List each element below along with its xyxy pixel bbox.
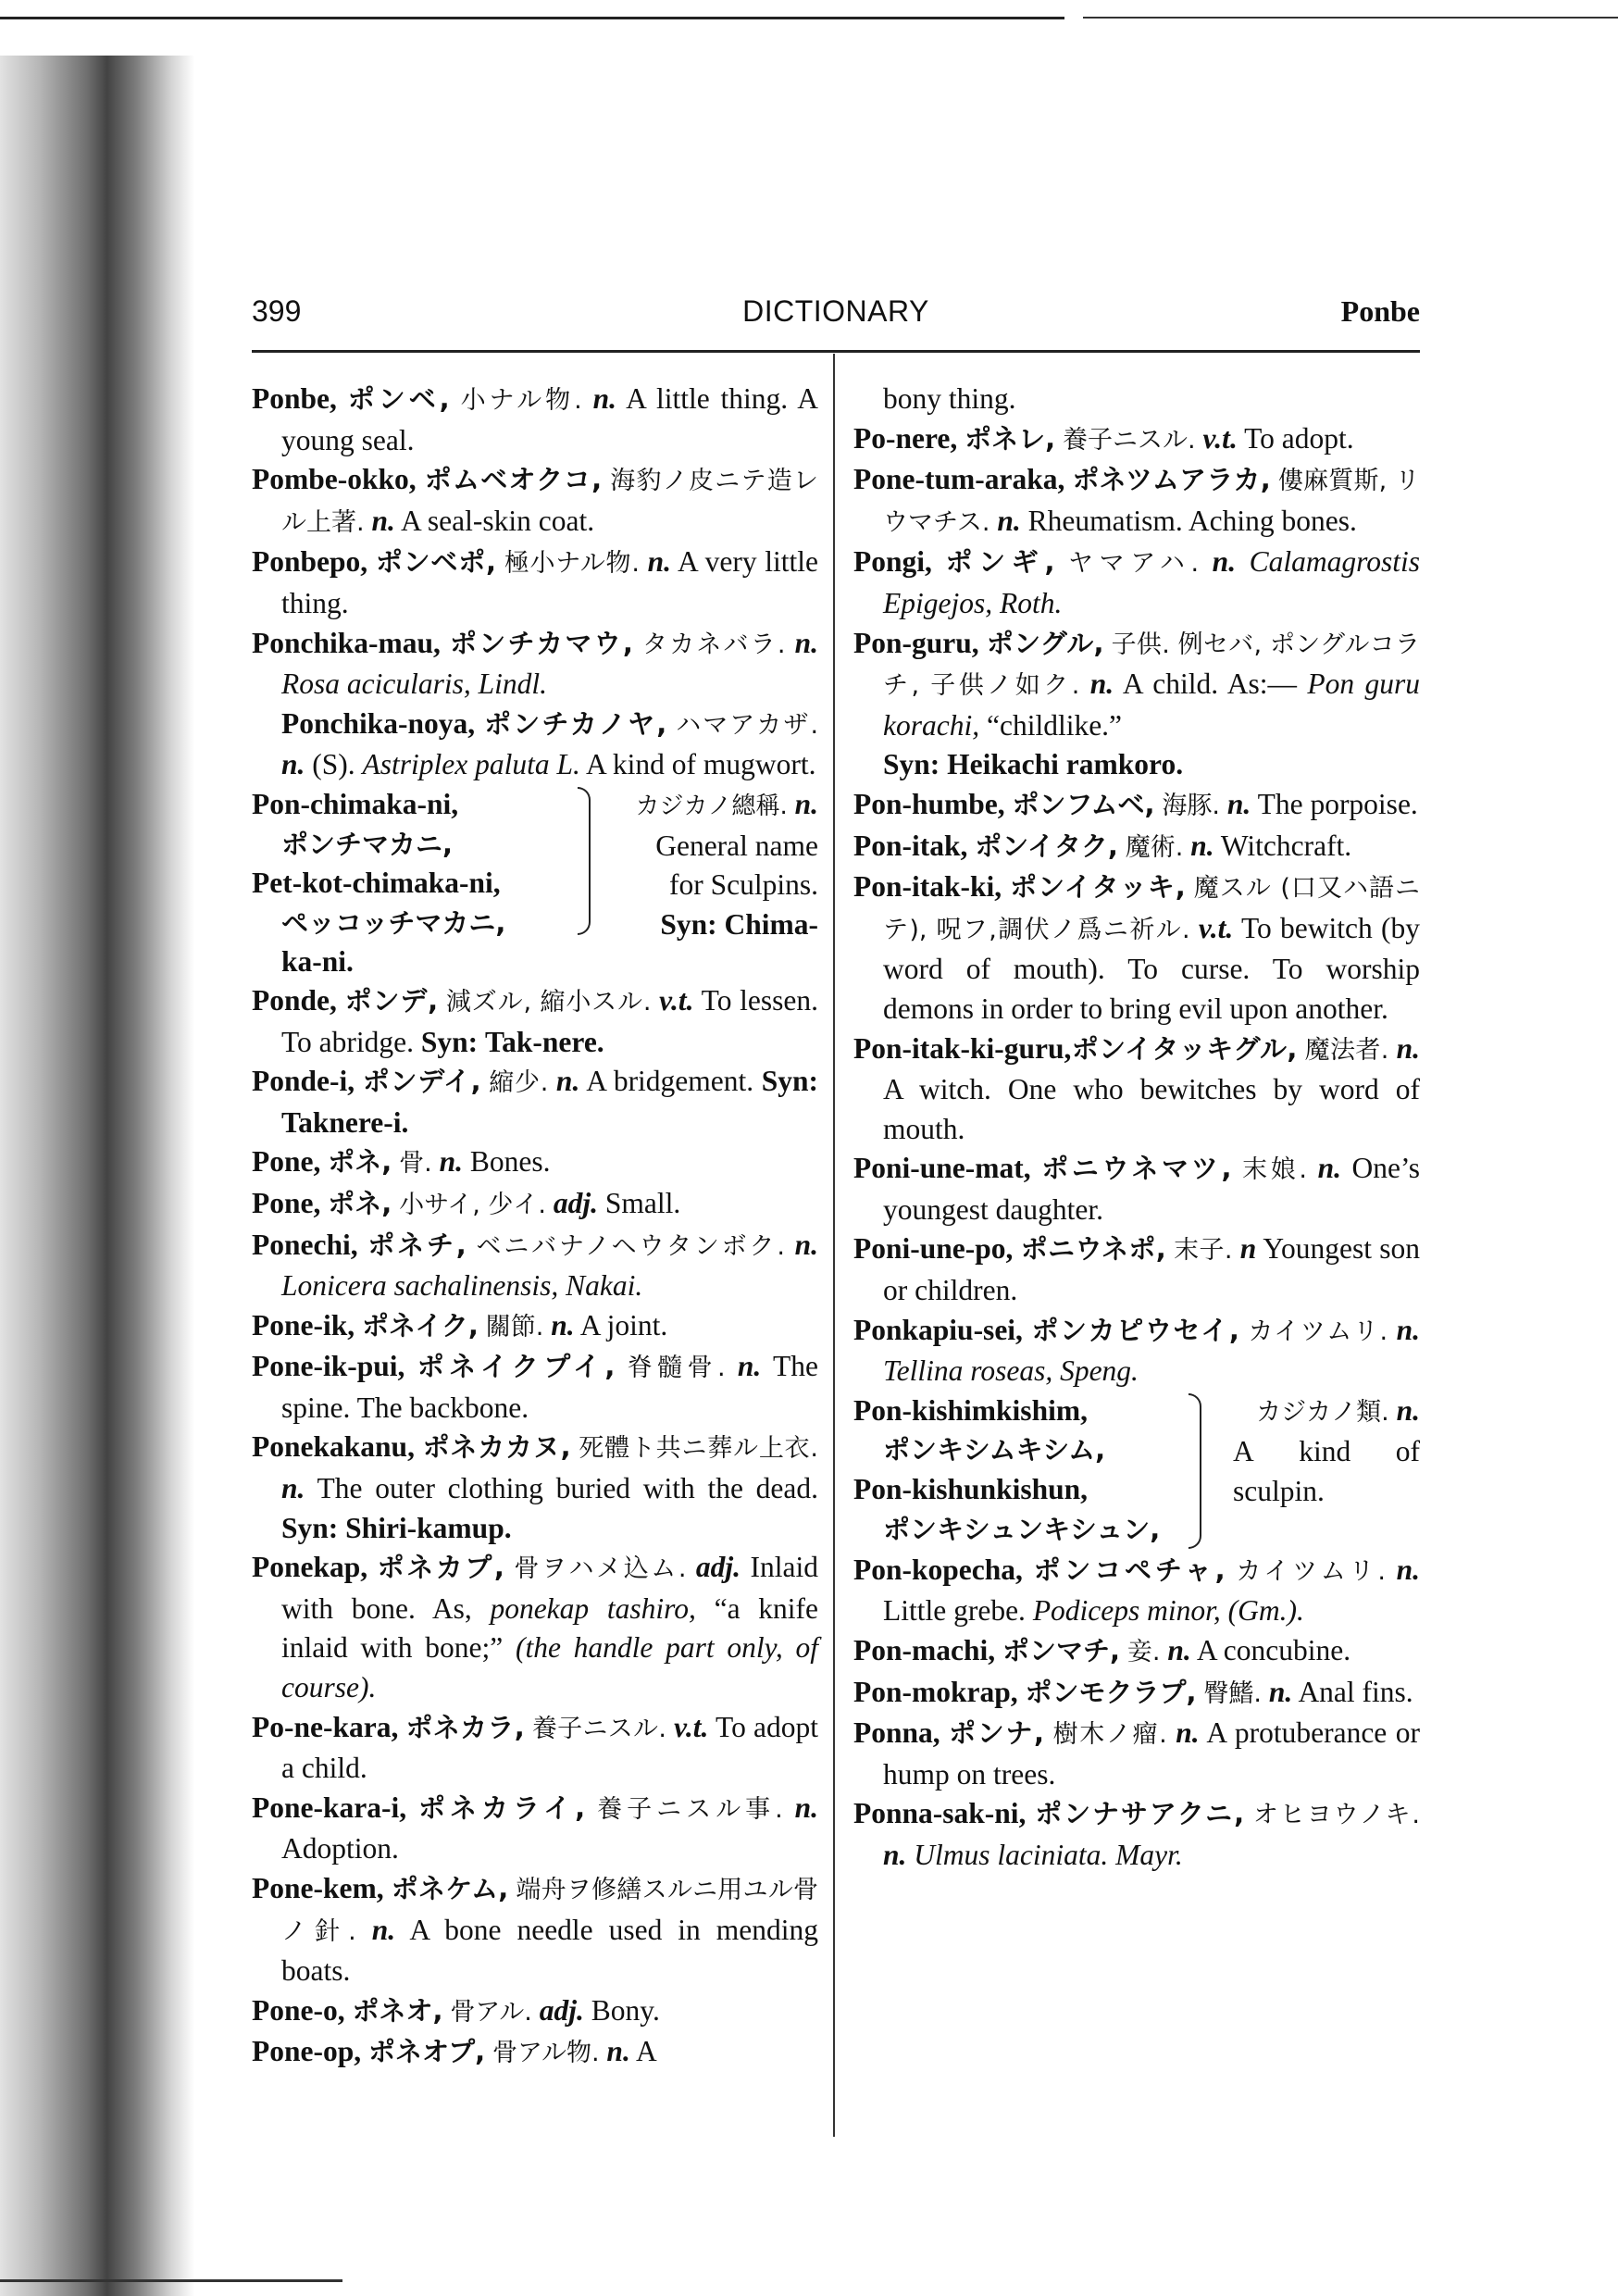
definition: A concubine. bbox=[1196, 1634, 1351, 1667]
headword: Pon-mokrap, bbox=[853, 1675, 1018, 1708]
japanese-gloss: 養子ニスル. bbox=[1063, 425, 1196, 455]
part-of-speech: n. bbox=[794, 787, 818, 820]
japanese-gloss: カジカノ總稱. bbox=[635, 792, 788, 820]
column-divider bbox=[833, 354, 835, 2137]
definition: A very little thing. bbox=[281, 545, 818, 619]
part-of-speech: n. bbox=[1212, 545, 1237, 579]
headword: Po-ne-kara, bbox=[252, 1710, 399, 1743]
page-number: 399 bbox=[252, 294, 302, 328]
dictionary-entry bbox=[252, 1991, 818, 2033]
katakana: ポネツムアラカ, bbox=[1072, 464, 1271, 496]
dictionary-entry bbox=[853, 419, 1420, 461]
example-phrase: ponekap tashiro, bbox=[490, 1591, 696, 1625]
definition: Bony. bbox=[591, 1993, 660, 2027]
headword: Pongi, bbox=[853, 545, 932, 579]
headword: Ponbe, bbox=[252, 382, 337, 415]
katakana: ポネケム, bbox=[391, 1873, 509, 1904]
definition: A little thing. A young seal. bbox=[281, 382, 819, 456]
japanese-gloss: カジカノ類. bbox=[1256, 1397, 1389, 1427]
scientific-name: Ulmus laciniata. Mayr. bbox=[914, 1839, 1183, 1871]
part-of-speech: n. bbox=[1190, 829, 1214, 862]
japanese-gloss: 養子ニスル事. bbox=[597, 1794, 783, 1824]
part-of-speech: n. bbox=[606, 2035, 630, 2068]
japanese-gloss: 臀鰭. bbox=[1203, 1678, 1263, 1708]
example-translation: “a knife inlaid with bone;” bbox=[281, 1591, 819, 1665]
dictionary-entry bbox=[853, 1311, 1420, 1391]
japanese-gloss: 養子ニスル. bbox=[531, 1714, 666, 1743]
part-of-speech: n. bbox=[794, 1791, 819, 1824]
katakana: ポンイタク, bbox=[975, 830, 1118, 862]
japanese-gloss: 縮少. bbox=[489, 1068, 549, 1098]
example-translation: “childlike.” bbox=[986, 708, 1123, 742]
headword: Pone, bbox=[252, 1186, 321, 1219]
definition: A bridgement. bbox=[586, 1065, 754, 1098]
dictionary-entry bbox=[252, 1226, 818, 1306]
part-of-speech: v.t. bbox=[1202, 421, 1238, 455]
japanese-gloss: 極小ナル物. bbox=[504, 549, 640, 579]
katakana: ポンナ, bbox=[949, 1717, 1045, 1750]
japanese-gloss: 魔法者. bbox=[1304, 1035, 1389, 1065]
headword: Pon-itak-ki, bbox=[853, 870, 1002, 904]
dictionary-entry bbox=[853, 1673, 1420, 1715]
katakana: ポンベポ, bbox=[375, 546, 497, 579]
headword: Ponkapiu-sei, bbox=[853, 1313, 1023, 1346]
katakana: ポンイタッキ, bbox=[1010, 871, 1186, 904]
headword: Ponna-sak-ni, bbox=[853, 1797, 1027, 1830]
dictionary-entry bbox=[853, 1631, 1420, 1673]
dictionary-entry bbox=[252, 1142, 818, 1184]
scientific-name: Astriplex paluta L. bbox=[362, 748, 580, 781]
katakana: ポンイタッキグル, bbox=[1071, 1032, 1298, 1065]
scientific-name: Rosa acicularis, Lindl. bbox=[281, 668, 548, 701]
headword: Poni-une-mat, bbox=[853, 1152, 1031, 1185]
authority: (Gm.). bbox=[1227, 1594, 1304, 1628]
katakana: ポンナサアクニ, bbox=[1035, 1798, 1245, 1830]
headword: Pon-chimaka-ni, bbox=[252, 787, 459, 820]
dictionary-entry bbox=[853, 1149, 1420, 1229]
headword: Pone-o, bbox=[252, 1993, 345, 2027]
part-of-speech: n. bbox=[371, 504, 395, 537]
katakana: ポンコペチャ, bbox=[1033, 1554, 1226, 1586]
katakana: ポネイク, bbox=[362, 1309, 479, 1341]
definition: Adoption. bbox=[281, 1832, 399, 1866]
headword: Pon-itak, bbox=[853, 829, 968, 862]
japanese-gloss: 魔スル (口又ハ語ニテ), 呪フ,調伏ノ爲ニ祈ル. bbox=[883, 874, 1421, 944]
dictionary-entry bbox=[853, 1551, 1420, 1631]
part-of-speech: n bbox=[1239, 1232, 1257, 1266]
headword: Pon-kishimkishim, bbox=[853, 1393, 1088, 1427]
part-of-speech: n. bbox=[1396, 1313, 1420, 1346]
japanese-gloss: 魔術. bbox=[1125, 832, 1184, 862]
katakana: ポンチマカニ, bbox=[281, 828, 454, 860]
dictionary-entry bbox=[252, 705, 818, 785]
top-edge-rule-right bbox=[1083, 17, 1618, 19]
japanese-gloss: 小サイ, 少イ. bbox=[399, 1190, 547, 1219]
synonym: Taknere-i. bbox=[281, 1105, 409, 1139]
japanese-gloss: 妾. bbox=[1126, 1638, 1161, 1667]
dictionary-entry bbox=[853, 867, 1420, 1029]
japanese-gloss: 骨. bbox=[399, 1149, 432, 1179]
dictionary-entry bbox=[252, 1869, 818, 1991]
scientific-name: Podiceps minor, bbox=[1032, 1594, 1221, 1628]
katakana: ポニウネマツ, bbox=[1041, 1153, 1232, 1185]
headword: Poni-une-po, bbox=[853, 1232, 1014, 1266]
katakana: ポンキシュンキシュン, bbox=[883, 1513, 1161, 1545]
japanese-gloss: オヒヨウノキ. bbox=[1252, 1801, 1420, 1830]
part-of-speech: adj. bbox=[539, 1993, 584, 2027]
japanese-gloss: 骨アル. bbox=[450, 1997, 532, 2027]
definition-word: kind bbox=[1299, 1435, 1351, 1468]
part-of-speech: n. bbox=[794, 1228, 819, 1261]
japanese-gloss: 小ナル物. bbox=[460, 386, 582, 415]
dictionary-entry bbox=[853, 1794, 1420, 1875]
katakana: ポンカピウセイ, bbox=[1031, 1314, 1239, 1346]
definition-word: of bbox=[1395, 1435, 1420, 1468]
katakana: ポネカプ, bbox=[377, 1552, 504, 1584]
synonym: Shiri-kamup. bbox=[345, 1511, 512, 1544]
definition: A protuberance or hump on trees. bbox=[883, 1716, 1421, 1791]
headword: Ponde-i, bbox=[252, 1065, 355, 1098]
definition: To adopt. bbox=[1244, 421, 1354, 455]
definition: bony thing. bbox=[883, 382, 1016, 415]
part-of-speech: n. bbox=[281, 1472, 305, 1505]
page-header bbox=[252, 294, 1420, 335]
headword: Ponde, bbox=[252, 983, 337, 1017]
headword: Ponbepo, bbox=[252, 545, 368, 579]
headword: Pon-itak-ki-guru, bbox=[853, 1031, 1072, 1065]
headword: Pombe-okko, bbox=[252, 463, 417, 496]
headword: Pone-tum-araka, bbox=[853, 463, 1065, 496]
part-of-speech: n. bbox=[281, 748, 305, 781]
dictionary-entry bbox=[252, 1789, 818, 1869]
headword: Pone-op, bbox=[252, 2035, 362, 2068]
definition: A kind of mugwort. bbox=[586, 748, 816, 781]
katakana: ポンキシムキシム, bbox=[883, 1434, 1106, 1466]
synonym: Heikachi ramkoro. bbox=[947, 748, 1184, 781]
example-phrase: Pon guru korachi, bbox=[883, 668, 1421, 742]
dictionary-entry bbox=[252, 1428, 818, 1548]
definition: sculpin. bbox=[1233, 1475, 1325, 1508]
definition: Youngest son or children. bbox=[883, 1232, 1421, 1307]
part-of-speech: adj. bbox=[553, 1186, 599, 1219]
dictionary-entry bbox=[252, 460, 818, 543]
part-of-speech: n. bbox=[1167, 1634, 1191, 1667]
japanese-gloss: 骨アル物. bbox=[492, 2039, 600, 2068]
headword: Pet-kot-chimaka-ni, bbox=[252, 867, 501, 900]
katakana: ペッコッチマカニ, bbox=[281, 906, 506, 939]
japanese-gloss: 末娘. bbox=[1242, 1155, 1308, 1185]
synonym-label: Syn: bbox=[660, 907, 717, 941]
katakana: ポンベ, bbox=[347, 383, 450, 415]
dictionary-entry bbox=[853, 827, 1420, 868]
part-of-speech: n. bbox=[439, 1145, 464, 1179]
part-of-speech: adj. bbox=[695, 1551, 741, 1584]
source-note: (S). bbox=[312, 748, 355, 781]
japanese-gloss: カイツムリ. bbox=[1236, 1556, 1386, 1586]
headword: Pon-humbe, bbox=[853, 787, 1005, 820]
bottom-edge-rule bbox=[0, 2279, 342, 2282]
headword: Pone-kem, bbox=[252, 1872, 384, 1904]
headword: Ponna, bbox=[853, 1716, 940, 1750]
japanese-gloss: 海豚. bbox=[1162, 791, 1220, 820]
headword: Ponchika-mau, bbox=[252, 626, 441, 659]
definition-word: A bbox=[1233, 1435, 1254, 1468]
dictionary-entry bbox=[252, 1062, 818, 1142]
headword: Pone-ik-pui, bbox=[252, 1350, 405, 1383]
dictionary-entry bbox=[252, 1347, 818, 1428]
dictionary-entry bbox=[853, 785, 1420, 827]
headword: Ponekakanu, bbox=[252, 1430, 415, 1464]
katakana: ポネカカヌ, bbox=[422, 1431, 571, 1464]
synonym-label: Syn: bbox=[420, 1025, 479, 1058]
left-column bbox=[252, 380, 818, 2074]
part-of-speech: n. bbox=[1226, 787, 1251, 820]
definition: The porpoise. bbox=[1257, 787, 1418, 820]
part-of-speech: n. bbox=[1089, 668, 1114, 701]
part-of-speech: n. bbox=[794, 626, 819, 659]
definition: The outer clothing buried with the dead. bbox=[317, 1472, 818, 1505]
headword: Ponechi, bbox=[252, 1228, 358, 1261]
dictionary-entry bbox=[853, 624, 1420, 785]
brace-mark bbox=[578, 787, 591, 935]
part-of-speech: n. bbox=[371, 1913, 396, 1946]
definition: To adopt a child. bbox=[281, 1710, 818, 1785]
entry-continuation bbox=[853, 380, 1420, 419]
usage-note: (the handle part only, of course). bbox=[281, 1631, 819, 1704]
katakana: ポンチカノヤ, bbox=[484, 707, 667, 740]
scientific-name: Lonicera sachalinensis, Nakai. bbox=[281, 1269, 643, 1303]
dictionary-entry bbox=[252, 543, 818, 623]
katakana: ポネオプ, bbox=[368, 2036, 486, 2068]
part-of-speech: n. bbox=[1268, 1675, 1293, 1708]
katakana: ポネオ, bbox=[352, 1994, 443, 2027]
headword: Ponchika-noya, bbox=[281, 706, 476, 740]
part-of-speech: n. bbox=[737, 1350, 762, 1383]
japanese-gloss: ハマアカザ. bbox=[676, 710, 819, 740]
part-of-speech: v.t. bbox=[659, 983, 694, 1017]
definition: Rheumatism. Aching bones. bbox=[1027, 504, 1357, 537]
headword: Ponekap, bbox=[252, 1551, 368, 1584]
japanese-gloss: 僂麻質斯, リウマチス. bbox=[883, 467, 1421, 537]
dictionary-entry bbox=[252, 1184, 818, 1226]
part-of-speech: v.t. bbox=[674, 1710, 709, 1743]
running-title: DICTIONARY bbox=[742, 294, 929, 328]
japanese-gloss: 端舟ヲ修繕スルニ用ユル骨ノ針. bbox=[281, 1876, 819, 1946]
dictionary-entry bbox=[252, 1306, 818, 1348]
part-of-speech: n. bbox=[883, 1839, 907, 1871]
katakana: ポムベオクコ, bbox=[424, 464, 603, 496]
japanese-gloss: 海豹ノ皮ニテ造レル上著. bbox=[281, 467, 818, 537]
dictionary-entry bbox=[252, 1548, 818, 1707]
dictionary-entry bbox=[252, 1708, 818, 1789]
definition: A child. As:— bbox=[1122, 668, 1297, 701]
katakana: ポネカラ, bbox=[405, 1711, 525, 1743]
katakana: ポンモクラプ, bbox=[1025, 1676, 1197, 1708]
japanese-gloss: 樹木ノ瘤. bbox=[1052, 1720, 1167, 1750]
definition: Inlaid with bone. As, bbox=[281, 1551, 818, 1625]
japanese-gloss: 脊髓骨. bbox=[627, 1354, 726, 1383]
part-of-speech: n. bbox=[1396, 1553, 1421, 1586]
part-of-speech: n. bbox=[647, 545, 671, 579]
synonym: Chima- bbox=[724, 907, 818, 941]
part-of-speech: n. bbox=[555, 1065, 580, 1098]
katakana: ポネチ, bbox=[367, 1229, 467, 1261]
japanese-gloss: タカネバラ. bbox=[642, 630, 786, 659]
dictionary-entry bbox=[252, 624, 818, 705]
part-of-speech: v.t. bbox=[1198, 911, 1234, 944]
katakana: ポネイクプイ, bbox=[417, 1351, 616, 1383]
dictionary-entry bbox=[252, 2032, 818, 2074]
dictionary-entry bbox=[853, 1229, 1420, 1310]
japanese-gloss: 骨ヲハメ込ム. bbox=[514, 1554, 687, 1584]
headword: Pon-machi, bbox=[853, 1634, 996, 1667]
definition: One’s youngest daughter. bbox=[883, 1152, 1421, 1226]
part-of-speech: n. bbox=[1176, 1716, 1200, 1750]
part-of-speech: n. bbox=[1396, 1031, 1421, 1065]
brace-mark bbox=[1189, 1393, 1201, 1549]
katakana: ポンデ, bbox=[344, 984, 439, 1017]
katakana: ポンデイ, bbox=[362, 1066, 481, 1098]
katakana: ポネレ, bbox=[965, 422, 1056, 455]
headword: Pone, bbox=[252, 1145, 321, 1179]
dictionary-entry bbox=[853, 460, 1420, 543]
katakana: ポンマチ, bbox=[1002, 1635, 1121, 1667]
scientific-name: Tellina roseas, Speng. bbox=[883, 1354, 1139, 1388]
japanese-gloss: ヤマアハ. bbox=[1068, 549, 1200, 579]
katakana: ポンフムベ, bbox=[1012, 788, 1155, 820]
part-of-speech: n. bbox=[551, 1308, 575, 1341]
katakana: ポングル, bbox=[986, 627, 1104, 659]
scientific-name: Calamagrostis Epigejos, Roth. bbox=[883, 545, 1420, 619]
katakana: ポネ, bbox=[328, 1187, 392, 1219]
definition: To bewitch (by word of mouth). To curse. To worship demons in order to bring evil upon another. bbox=[883, 911, 1421, 1025]
japanese-gloss: 末子. bbox=[1174, 1236, 1233, 1266]
braced-entry bbox=[252, 785, 818, 978]
header-rule bbox=[252, 350, 1420, 353]
definition: Anal fins. bbox=[1298, 1675, 1413, 1708]
katakana: ポンチカマウ, bbox=[450, 627, 633, 659]
definition: The spine. The backbone. bbox=[281, 1350, 819, 1424]
definition: Witchcraft. bbox=[1220, 829, 1352, 862]
dictionary-entry bbox=[853, 1029, 1420, 1150]
katakana: ポニウネポ, bbox=[1020, 1233, 1166, 1266]
headword: Pone-ik, bbox=[252, 1308, 355, 1341]
katakana: ポネ, bbox=[328, 1146, 392, 1179]
book-binding-shadow bbox=[0, 56, 194, 2296]
headword: Pone-kara-i, bbox=[252, 1791, 407, 1824]
definition: Small. bbox=[604, 1186, 681, 1219]
guide-word: Ponbe bbox=[1340, 294, 1420, 328]
dictionary-entry bbox=[853, 1714, 1420, 1794]
headword: Pon-kopecha, bbox=[853, 1553, 1023, 1586]
japanese-gloss: カイツムリ. bbox=[1248, 1316, 1388, 1346]
definition: for Sculpins. bbox=[669, 868, 818, 902]
synonym-label: Syn: bbox=[761, 1065, 819, 1098]
dictionary-entry bbox=[853, 543, 1420, 623]
japanese-gloss: ベニバナノヘウタンボク. bbox=[476, 1231, 785, 1261]
japanese-gloss: 減ズル, 縮小スル. bbox=[445, 987, 652, 1017]
dictionary-entry bbox=[252, 380, 818, 460]
japanese-gloss: 子供. 例セバ, ポングルコラチ, 子供ノ如ク. bbox=[883, 630, 1420, 701]
definition: A bbox=[635, 2035, 657, 2068]
synonym-continuation: ka-ni. bbox=[281, 944, 354, 978]
braced-entry bbox=[853, 1391, 1420, 1551]
katakana: ポンギ, bbox=[945, 546, 1055, 579]
definition: General name bbox=[655, 829, 818, 862]
part-of-speech: n. bbox=[997, 504, 1021, 537]
synonym-label: Syn: bbox=[883, 748, 940, 781]
part-of-speech: n. bbox=[1396, 1393, 1420, 1427]
japanese-gloss: 關節. bbox=[485, 1312, 544, 1341]
definition: To lessen. To abridge. bbox=[281, 983, 819, 1058]
definition: Little grebe. bbox=[883, 1594, 1026, 1628]
dictionary-entry bbox=[252, 981, 818, 1062]
part-of-speech: n. bbox=[592, 382, 616, 415]
japanese-gloss: 死體ト共ニ葬ル上衣. bbox=[579, 1434, 818, 1464]
synonym: Tak-nere. bbox=[485, 1025, 604, 1058]
definition: A joint. bbox=[579, 1308, 668, 1341]
definition: A seal-skin coat. bbox=[401, 504, 595, 537]
headword: Pon-kishunkishun, bbox=[853, 1473, 1089, 1506]
synonym-label: Syn: bbox=[281, 1511, 339, 1544]
headword: Po-nere, bbox=[853, 421, 958, 455]
katakana: ポネカライ, bbox=[418, 1791, 586, 1824]
definition: A bone needle used in mending boats. bbox=[281, 1913, 818, 1988]
headword: Pon-guru, bbox=[853, 626, 979, 659]
part-of-speech: n. bbox=[1317, 1152, 1341, 1185]
definition: Bones. bbox=[469, 1145, 551, 1179]
top-edge-rule bbox=[0, 17, 1064, 19]
definition: A witch. One who bewitches by word of mouth. bbox=[883, 1073, 1420, 1145]
right-column bbox=[853, 380, 1420, 1876]
